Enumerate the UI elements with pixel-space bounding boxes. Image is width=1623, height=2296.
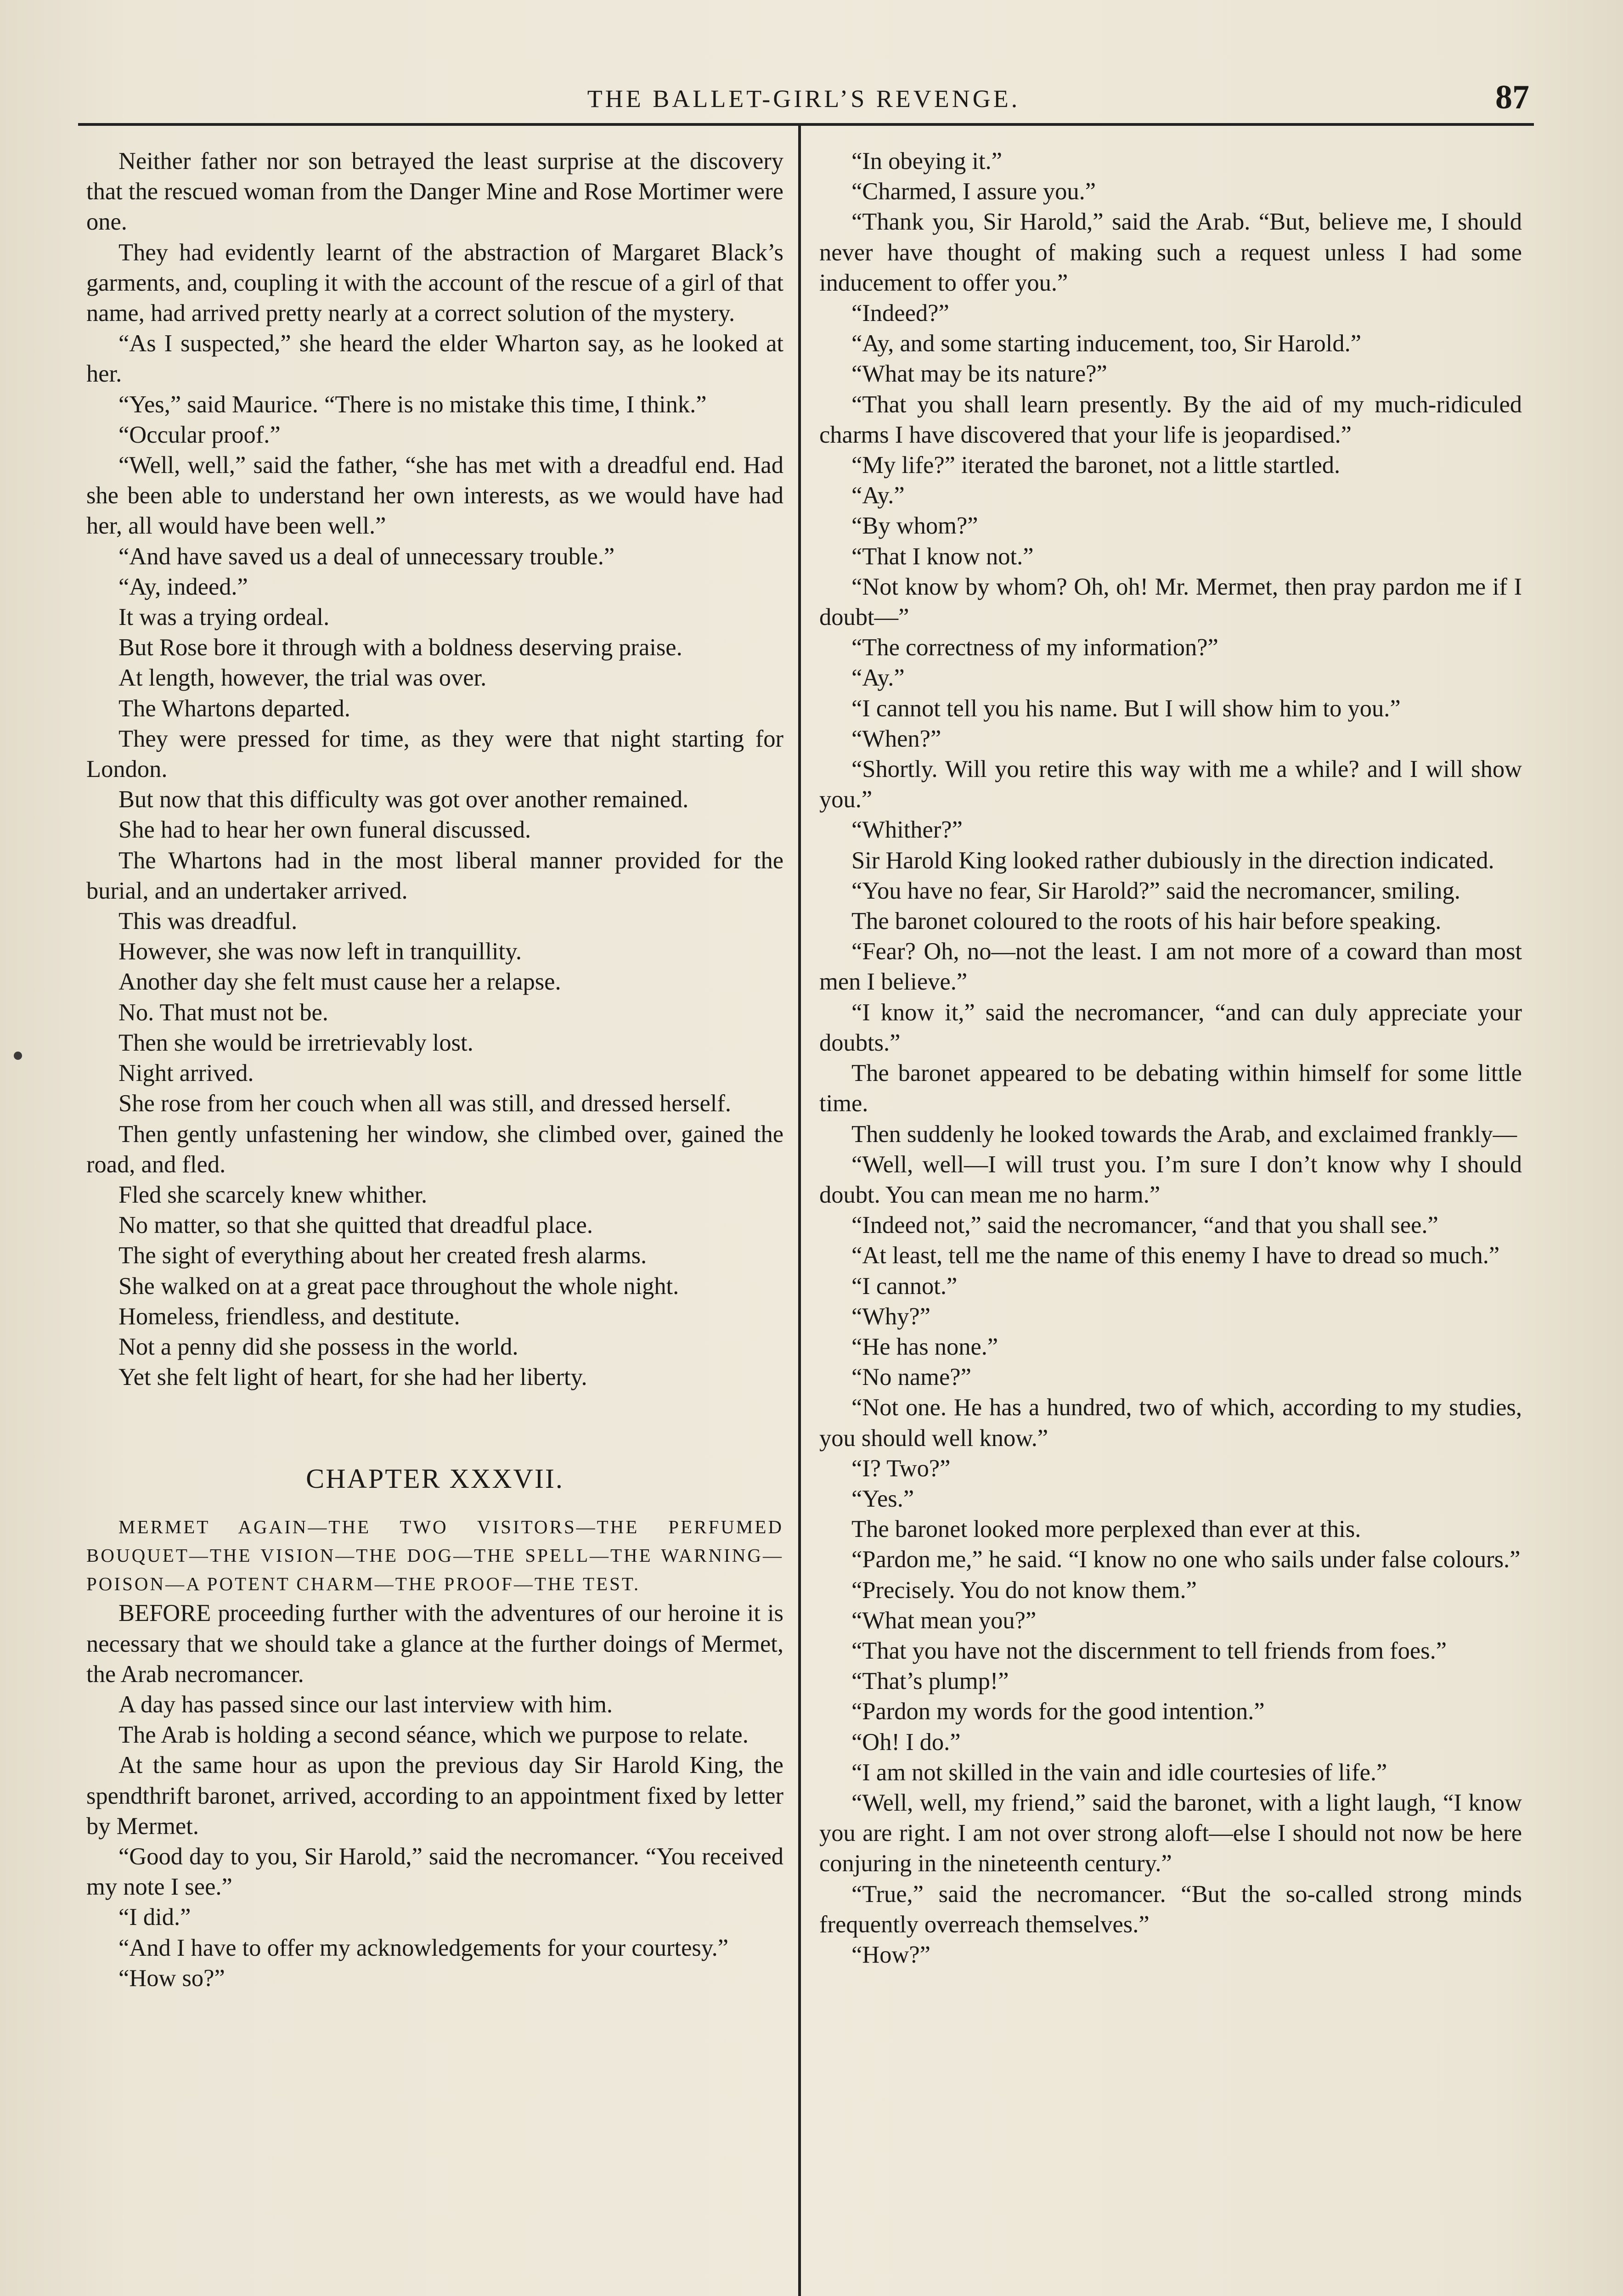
- margin-ink-spot: [14, 1052, 22, 1060]
- paragraph: The Arab is holding a second séance, which we purpose to relate.: [118, 1722, 749, 1749]
- paragraph: “My life?” iterated the baronet, not a little startled.: [851, 452, 1341, 479]
- paragraph: “Well, well,” said the father, “she has met with a dreadful end. Had she been able to understand her own interests, as we would have had her, all would have been well.”: [86, 452, 783, 540]
- paragraph: “Pardon my words for the good intention.”: [851, 1698, 1265, 1725]
- column-divider: [798, 123, 801, 2296]
- paragraph: “Charmed, I assure you.”: [851, 178, 1096, 205]
- paragraph: This was dreadful.: [118, 908, 298, 935]
- paragraph: She walked on at a great pace throughout the whole night.: [118, 1272, 679, 1300]
- paragraph: “No name?”: [851, 1364, 971, 1391]
- chapter-summary: MERMET AGAIN—THE TWO VISITORS—THE PERFUMED BOUQUET—THE VISION—THE DOG—THE SPELL—THE WARNING—POISON—A POTENT CHARM—THE PROOF—THE TEST.: [86, 1516, 783, 1595]
- paragraph: “Thank you, Sir Harold,” said the Arab. “But, believe me, I should never have thought of making such a request unless I had some inducement to offer you.”: [819, 208, 1522, 296]
- paragraph: But now that this difficulty was got over another remained.: [118, 786, 689, 813]
- paragraph: “Indeed not,” said the necromancer, “and that you shall see.”: [851, 1212, 1438, 1239]
- paragraph: “That you shall learn presently. By the aid of my much-ridiculed charms I have discovered that your life is jeopardised.”: [819, 391, 1522, 448]
- paragraph: At length, however, the trial was over.: [118, 664, 487, 692]
- paragraph: Not a penny did she possess in the world.: [118, 1333, 518, 1360]
- paragraph: “I know it,” said the necromancer, “and can duly appreciate your doubts.”: [819, 999, 1522, 1056]
- paragraph: Another day she felt must cause her a relapse.: [118, 968, 561, 996]
- paragraph: “He has none.”: [851, 1333, 998, 1360]
- paragraph: “Indeed?”: [851, 300, 949, 327]
- paragraph: But Rose bore it through with a boldness deserving praise.: [118, 634, 682, 661]
- paragraph: “That’s plump!”: [851, 1668, 1009, 1695]
- paragraph: The baronet looked more perplexed than ever at this.: [851, 1516, 1361, 1543]
- paragraph: “What mean you?”: [851, 1607, 1037, 1634]
- left-column: [86, 146, 783, 2296]
- paragraph: Neither father nor son betrayed the least surprise at the discovery that the rescued woman from the Danger Mine and Rose Mortimer were one.: [86, 148, 783, 236]
- paragraph: Yet she felt light of heart, for she had her liberty.: [118, 1364, 587, 1391]
- paragraph: A day has passed since our last interview with him.: [118, 1691, 613, 1718]
- paragraph: “The correctness of my information?”: [851, 634, 1218, 661]
- paragraph: “Ay, indeed.”: [118, 573, 248, 600]
- header-rule: [78, 123, 1534, 126]
- paragraph: “Yes.”: [851, 1485, 914, 1512]
- paragraph: Fled she scarcely knew whither.: [118, 1181, 428, 1208]
- running-title: THE BALLET-GIRL’S REVENGE.: [587, 85, 1020, 113]
- paragraph: At the same hour as upon the previous day Sir Harold King, the spendthrift baronet, arrived, according to an appointment fixed by letter by Mermet.: [86, 1752, 783, 1840]
- right-column-text: [819, 146, 1522, 1970]
- paragraph: She rose from her couch when all was still, and dressed herself.: [118, 1090, 731, 1117]
- paragraph: “Precisely. You do not know them.”: [851, 1576, 1197, 1604]
- paragraph: “Not one. He has a hundred, two of which, according to my studies, you should well know.”: [819, 1394, 1522, 1452]
- paragraph: They were pressed for time, as they were that night starting for London.: [86, 725, 783, 783]
- paragraph: “That you have not the discernment to tell friends from foes.”: [851, 1637, 1447, 1664]
- paragraph: “Occular proof.”: [118, 421, 281, 448]
- paragraph: The sight of everything about her created fresh alarms.: [118, 1242, 647, 1269]
- paragraph: Homeless, friendless, and destitute.: [118, 1303, 460, 1330]
- paragraph: “I cannot tell you his name. But I will show him to you.”: [851, 695, 1401, 722]
- paragraph: “I am not skilled in the vain and idle courtesies of life.”: [851, 1759, 1387, 1786]
- paragraph: No. That must not be.: [118, 999, 328, 1026]
- paragraph: “Yes,” said Maurice. “There is no mistake this time, I think.”: [118, 391, 707, 418]
- paragraph: BEFORE proceeding further with the adventures of our heroine it is necessary that we should take a glance at the further doings of Mermet, the Arab necromancer.: [86, 1600, 783, 1688]
- paragraph: It was a trying ordeal.: [118, 604, 330, 631]
- paragraph: “As I suspected,” she heard the elder Wharton say, as he looked at her.: [86, 330, 783, 388]
- right-column: [819, 146, 1522, 2296]
- paragraph: “I? Two?”: [851, 1455, 951, 1482]
- paragraph: They had evidently learnt of the abstraction of Margaret Black’s garments, and, coupling it with the account of the rescue of a girl of that name, had arrived pretty nearly at a correct solution of the mystery.: [86, 239, 783, 327]
- paragraph: No matter, so that she quitted that dreadful place.: [118, 1212, 593, 1239]
- paragraph: “How so?”: [118, 1964, 225, 1992]
- paragraph: “Pardon me,” he said. “I know no one who sails under false colours.”: [851, 1546, 1521, 1573]
- paragraph: The Whartons had in the most liberal manner provided for the burial, and an undertaker arrived.: [86, 847, 783, 904]
- page-number: 87: [1495, 79, 1529, 116]
- paragraph: Night arrived.: [118, 1060, 254, 1087]
- chapter-heading: CHAPTER XXXVII.: [306, 1463, 564, 1494]
- paragraph: “True,” said the necromancer. “But the so-called strong minds frequently overreach themselves.”: [819, 1880, 1522, 1938]
- paragraph: “Ay.”: [851, 482, 905, 509]
- paragraph: “And I have to offer my acknowledgements for your courtesy.”: [118, 1934, 729, 1961]
- page-header: [78, 78, 1529, 124]
- paragraph: “Whither?”: [851, 816, 963, 844]
- paragraph: “Good day to you, Sir Harold,” said the necromancer. “You received my note I see.”: [86, 1843, 783, 1901]
- paragraph: Then gently unfastening her window, she climbed over, gained the road, and fled.: [86, 1120, 783, 1178]
- paragraph: “You have no fear, Sir Harold?” said the necromancer, smiling.: [851, 877, 1460, 904]
- paragraph: “Fear? Oh, no—not the least. I am not more of a coward than most men I believe.”: [819, 938, 1522, 996]
- paragraph: “I did.”: [118, 1904, 191, 1931]
- paragraph: “Not know by whom? Oh, oh! Mr. Mermet, then pray pardon me if I doubt—”: [819, 573, 1522, 631]
- paragraph: “At least, tell me the name of this enemy I have to dread so much.”: [851, 1242, 1500, 1269]
- left-column-text-after-chapter: [86, 1598, 783, 1993]
- paragraph: “Well, well, my friend,” said the baronet, with a light laugh, “I know you are right. I am not over strong aloft—else I should not now be here conjuring in the nineteenth century.”: [819, 1789, 1522, 1877]
- paragraph: However, she was now left in tranquillity.: [118, 938, 522, 965]
- paragraph: “That I know not.”: [851, 543, 1034, 570]
- paragraph: Sir Harold King looked rather dubiously in the direction indicated.: [851, 847, 1494, 874]
- paragraph: “I cannot.”: [851, 1272, 958, 1300]
- paragraph: “How?”: [851, 1941, 930, 1968]
- paragraph: Then suddenly he looked towards the Arab, and exclaimed frankly—: [851, 1120, 1517, 1148]
- paragraph: “In obeying it.”: [851, 148, 1003, 174]
- paragraph: “What may be its nature?”: [851, 360, 1107, 388]
- paragraph: “When?”: [851, 725, 941, 752]
- paragraph: Then she would be irretrievably lost.: [118, 1029, 473, 1056]
- paragraph: “Ay.”: [851, 664, 905, 692]
- paragraph: She had to hear her own funeral discussed.: [118, 816, 531, 844]
- left-column-text-before-chapter: [86, 146, 783, 1392]
- paragraph: The Whartons departed.: [118, 695, 350, 722]
- paragraph: The baronet appeared to be debating within himself for some little time.: [819, 1060, 1522, 1117]
- paragraph: “Why?”: [851, 1303, 930, 1330]
- paragraph: “By whom?”: [851, 512, 978, 540]
- paragraph: The baronet coloured to the roots of his hair before speaking.: [851, 908, 1442, 935]
- paragraph: “And have saved us a deal of unnecessary trouble.”: [118, 543, 615, 570]
- paragraph: “Ay, and some starting inducement, too, Sir Harold.”: [851, 330, 1362, 357]
- paragraph: “Oh! I do.”: [851, 1728, 961, 1756]
- paragraph: “Well, well—I will trust you. I’m sure I don’t know why I should doubt. You can mean me no harm.”: [819, 1151, 1522, 1208]
- paragraph: “Shortly. Will you retire this way with me a while? and I will show you.”: [819, 756, 1522, 813]
